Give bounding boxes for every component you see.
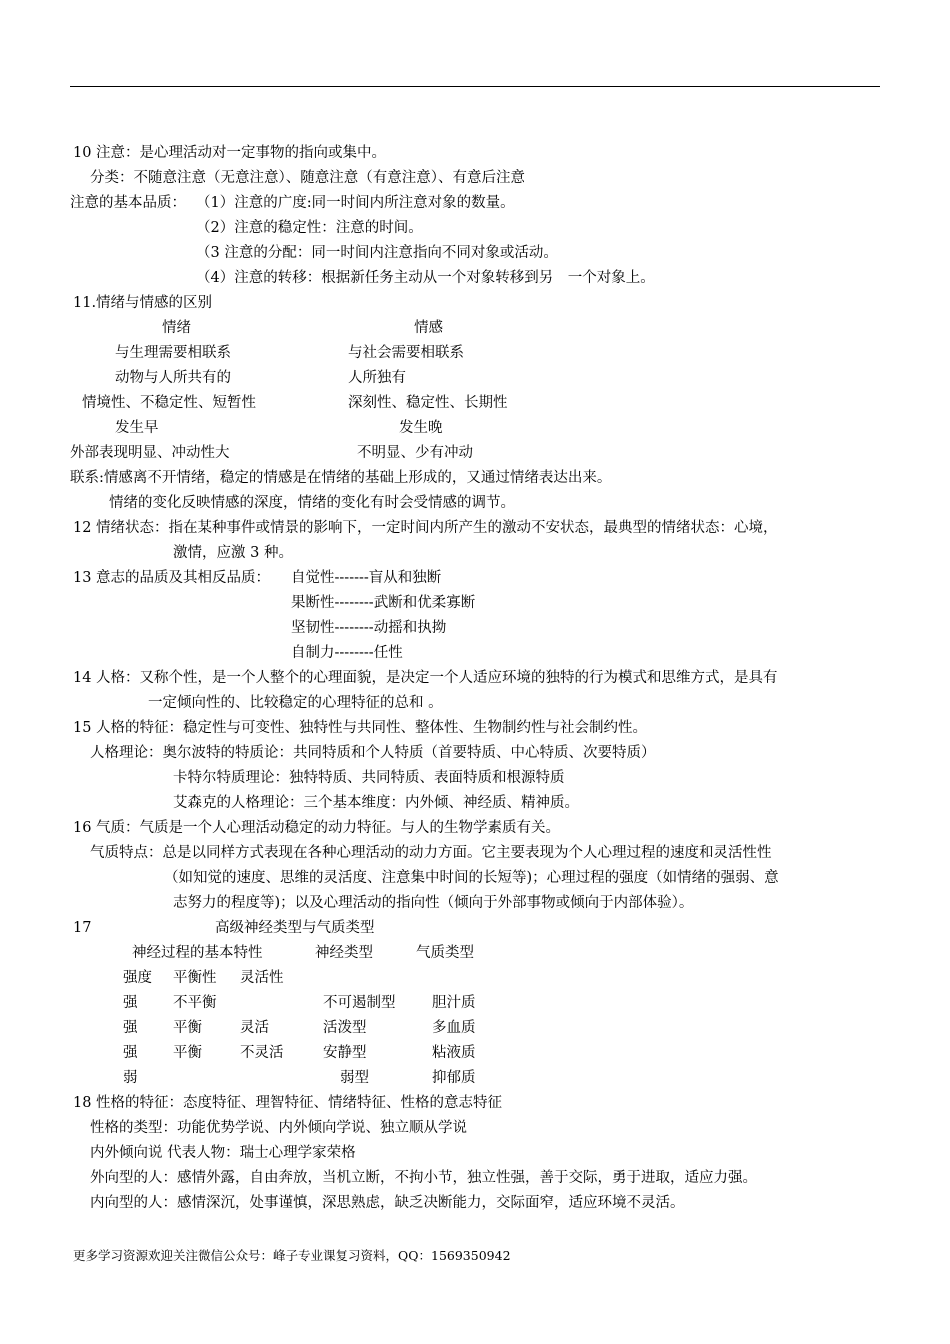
character-representative: 内外倾向说 代表人物：瑞士心理学家荣格	[90, 1145, 356, 1161]
section-10-quality-3: （3 注意的分配：同一时间内注意指向不同对象或活动。	[196, 245, 558, 261]
temperament-feature-line-2: （如知觉的速度、思维的灵活度、注意集中时间的长短等)；心理过程的强度（如情绪的强弱、意	[164, 870, 779, 886]
section-10-quality-label: 注意的基本品质：	[70, 195, 186, 211]
section-14-line-2: 一定倾向性的、比较稳定的心理特征的总和 。	[148, 695, 443, 711]
nerve-cell-temperament: 抑郁质	[432, 1070, 476, 1086]
nerve-cell-strength: 强	[123, 995, 138, 1011]
section-14-line-1: 14 人格：又称个性，是一个人整个的心理面貌，是决定一个人适应环境的独特的行为模式和思维方式，是具有	[73, 670, 778, 686]
emotion-row-right: 与社会需要相联系	[348, 345, 464, 361]
nerve-cell-strength: 强	[123, 1045, 138, 1061]
section-13-title: 13 意志的品质及其相反品质：	[73, 570, 271, 586]
footer-note: 更多学习资源欢迎关注微信公众号：峰子专业课复习资料，QQ：1569350942	[73, 1248, 511, 1263]
nerve-cell-strength: 弱	[123, 1070, 138, 1086]
nerve-cell-balance: 平衡	[173, 1020, 202, 1036]
section-17-title: 高级神经类型与气质类型	[215, 920, 375, 936]
extrovert-description: 外向型的人：感情外露，自由奔放，当机立断，不拘小节，独立性强，善于交际，勇于进取，适应力强。	[90, 1170, 757, 1186]
personality-theory-1: 人格理论：奥尔波特的特质论：共同特质和个人特质（首要特质、中心特质、次要特质）	[90, 745, 656, 761]
section-12-line-1: 12 情绪状态：指在某种事件或情景的影响下，一定时间内所产生的激动不安状态，最典型的情绪状态：心境，	[73, 520, 778, 536]
emotion-row-left: 动物与人所共有的	[115, 370, 231, 386]
personality-theory-3: 艾森克的人格理论：三个基本维度：内外倾、神经质、精神质。	[173, 795, 579, 811]
nerve-cell-strength: 强	[123, 1020, 138, 1036]
section-18-title: 18 性格的特征：态度特征、理智特征、情绪特征、性格的意志特征	[73, 1095, 503, 1111]
emotion-row-left: 发生早	[115, 420, 159, 436]
emotion-row-right: 深刻性、稳定性、长期性	[348, 395, 508, 411]
section-17-number: 17	[73, 920, 92, 936]
section-10-quality-2: （2）注意的稳定性：注意的时间。	[196, 220, 423, 236]
section-10-quality-1: （1）注意的广度:同一时间内所注意对象的数量。	[196, 195, 515, 211]
nerve-table-head-basic: 神经过程的基本特性	[132, 945, 263, 961]
emotion-row-right: 不明显、少有冲动	[357, 445, 473, 461]
temperament-feature-line-1: 气质特点：总是以同样方式表现在各种心理活动的动力方面。它主要表现为个人心理过程的速度和灵活性性	[90, 845, 772, 861]
section-11-title: 11.情绪与情感的区别	[73, 295, 213, 311]
section-11-link-1: 联系:情感离不开情绪，稳定的情感是在情绪的基础上形成的，又通过情绪表达出来。	[70, 470, 612, 486]
nerve-table-head-temperament: 气质类型	[416, 945, 474, 961]
nerve-table-head-type: 神经类型	[315, 945, 373, 961]
nerve-cell-flexibility: 不灵活	[240, 1045, 284, 1061]
section-12-line-2: 激情，应激 3 种。	[173, 545, 293, 561]
section-10-classification: 分类：不随意注意（无意注意）、随意注意（有意注意）、有意后注意	[90, 170, 525, 186]
character-types: 性格的类型：功能优势学说、内外倾向学说、独立顺从学说	[90, 1120, 467, 1136]
nerve-cell-type: 安静型	[323, 1045, 367, 1061]
nerve-cell-balance: 不平衡	[173, 995, 217, 1011]
nerve-table-sub-head: 灵活性	[240, 970, 284, 986]
section-15-title: 15 人格的特征：稳定性与可变性、独特性与共同性、整体性、生物制约性与社会制约性。	[73, 720, 648, 736]
header-rule	[70, 86, 880, 87]
introvert-description: 内向型的人：感情深沉，处事谨慎，深思熟虑，缺乏决断能力，交际面窄，适应环境不灵活。	[90, 1195, 685, 1211]
nerve-cell-type: 弱型	[340, 1070, 369, 1086]
nerve-cell-type: 活泼型	[323, 1020, 367, 1036]
nerve-cell-temperament: 胆汁质	[432, 995, 476, 1011]
emotion-row-left: 与生理需要相联系	[115, 345, 231, 361]
nerve-cell-temperament: 多血质	[432, 1020, 476, 1036]
will-quality-item: 自制力--------任性	[291, 645, 403, 661]
emotion-table-head-left: 情绪	[162, 320, 191, 336]
nerve-cell-type: 不可遏制型	[323, 995, 396, 1011]
will-quality-item: 坚韧性--------动摇和执拗	[291, 620, 447, 636]
emotion-row-left: 情境性、不稳定性、短暂性	[82, 395, 256, 411]
section-11-link-2: 情绪的变化反映情感的深度，情绪的变化有时会受情感的调节。	[109, 495, 515, 511]
will-quality-item: 自觉性-------盲从和独断	[291, 570, 442, 586]
personality-theory-2: 卡特尔特质理论：独特特质、共同特质、表面特质和根源特质	[173, 770, 565, 786]
nerve-table-sub-head: 强度	[123, 970, 152, 986]
emotion-row-left: 外部表现明显、冲动性大	[70, 445, 230, 461]
emotion-row-right: 发生晚	[399, 420, 443, 436]
emotion-row-right: 人所独有	[348, 370, 406, 386]
emotion-table-head-right: 情感	[414, 320, 443, 336]
temperament-feature-line-3: 志努力的程度等)；以及心理活动的指向性（倾向于外部事物或倾向于内部体验）。	[173, 895, 694, 911]
section-10-quality-4: （4）注意的转移：根据新任务主动从一个对象转移到另 一个对象上。	[196, 270, 655, 286]
nerve-table-sub-head: 平衡性	[173, 970, 217, 986]
nerve-cell-balance: 平衡	[173, 1045, 202, 1061]
nerve-cell-temperament: 粘液质	[432, 1045, 476, 1061]
section-16-title: 16 气质：气质是一个人心理活动稳定的动力特征。与人的生物学素质有关。	[73, 820, 561, 836]
section-10-title: 10 注意：是心理活动对一定事物的指向或集中。	[73, 145, 387, 161]
will-quality-item: 果断性--------武断和优柔寡断	[291, 595, 476, 611]
nerve-cell-flexibility: 灵活	[240, 1020, 269, 1036]
